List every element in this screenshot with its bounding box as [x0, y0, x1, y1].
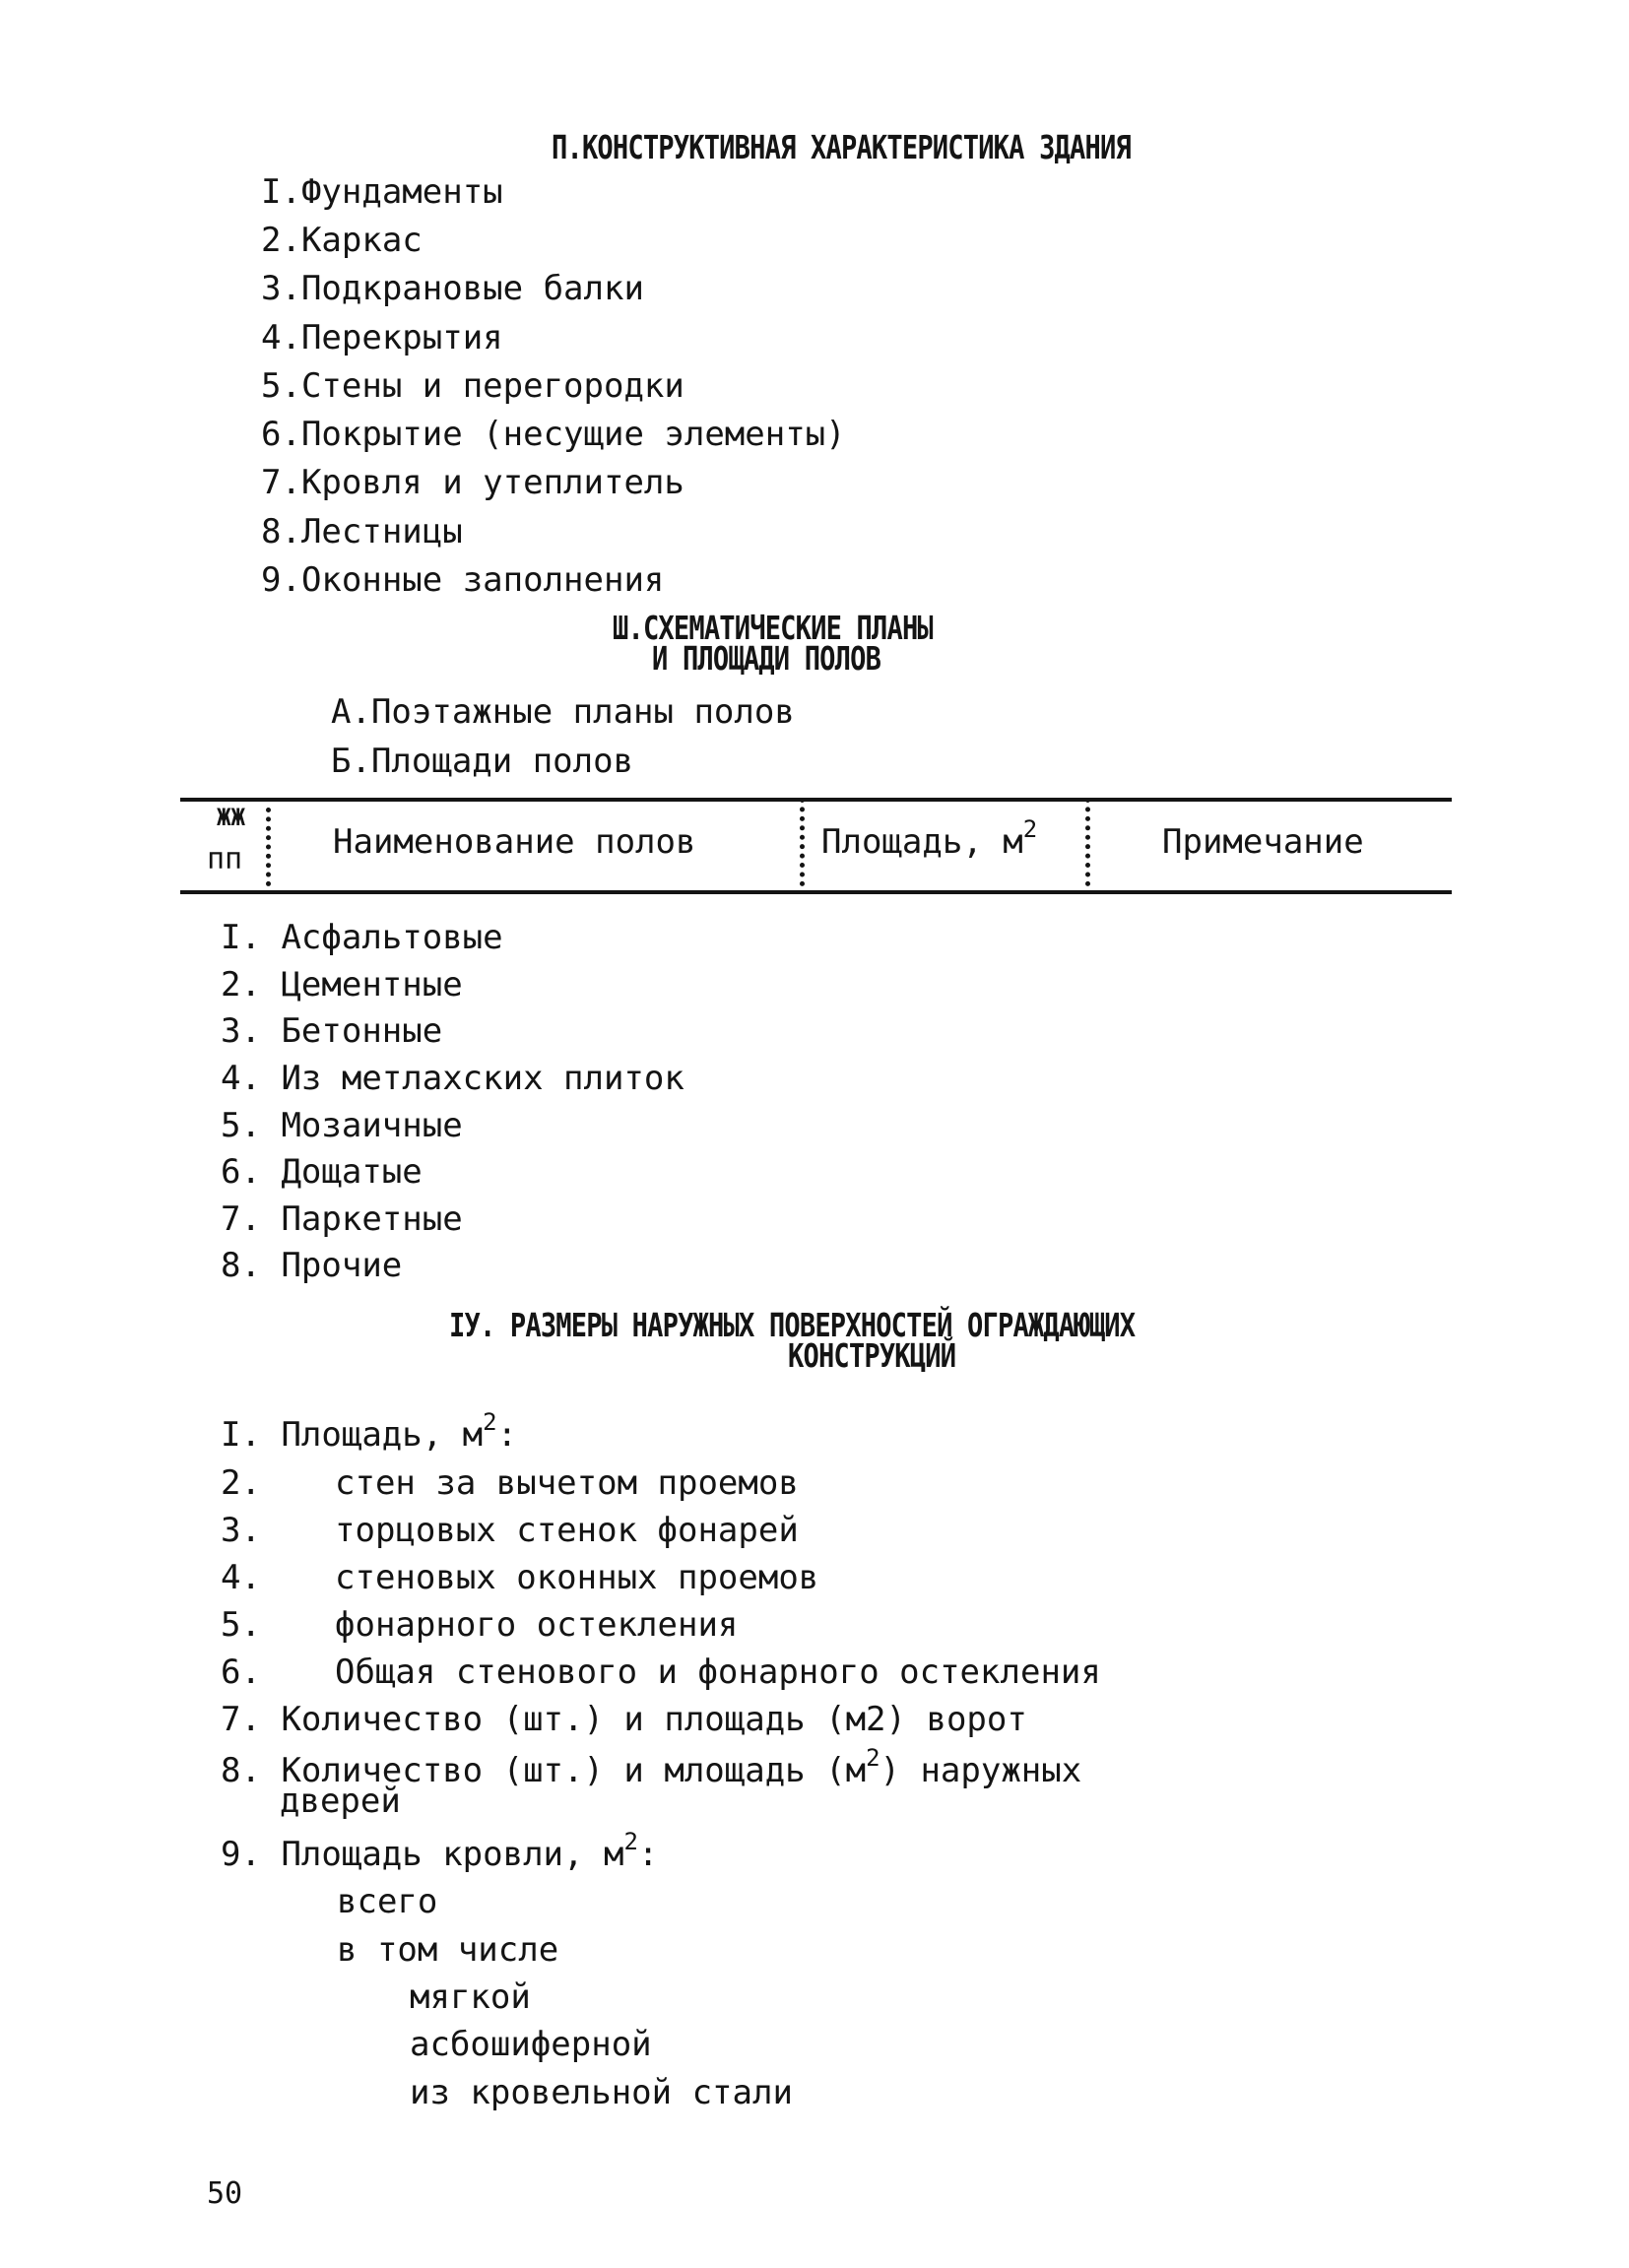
section4-item-num-2: 2. — [221, 1463, 261, 1503]
section2-item-7: 7.Кровля и утеплитель — [261, 463, 684, 502]
roof-soft: мягкой — [410, 1977, 531, 2017]
table-row: 5. Мозаичные — [221, 1106, 463, 1145]
table-row: 8. Прочие — [221, 1246, 403, 1285]
section3-title-line1: Ш.СХЕМАТИЧЕСКИЕ ПЛАНЫ — [613, 609, 933, 647]
section4-item-num-3: 3. — [221, 1511, 261, 1550]
table-header-num-line1: ЖЖ — [217, 804, 245, 831]
section4-item-7: 7. Количество (шт.) и площадь (м2) ворот — [221, 1700, 1027, 1739]
section3-sub-b: Б.Площади полов — [331, 742, 634, 781]
section4-item-3: торцовых стенок фонарей — [335, 1511, 799, 1550]
table-header-num-line2: пп — [207, 842, 243, 876]
section2-item-8: 8.Лестницы — [261, 512, 463, 551]
section4-item-num-4: 4. — [221, 1558, 261, 1597]
roof-steel: из кровельной стали — [410, 2073, 793, 2112]
table-top-rule — [180, 798, 1452, 802]
section2-item-4: 4.Перекрытия — [261, 318, 503, 357]
section2-item-3: 3.Подкрановые балки — [261, 269, 644, 308]
section4-item-1: I. Площадь, $м^2$: — [221, 1408, 518, 1455]
table-header-note: Примечание — [1162, 822, 1364, 862]
section4-item-5: фонарного остекления — [335, 1605, 739, 1645]
table-header-name: Наименование полов — [333, 822, 696, 862]
table-header-area: Площадь, $м^2$ — [821, 815, 1038, 862]
section4-item-8-line2: дверей — [280, 1782, 401, 1821]
section2-item-2: 2.Каркас — [261, 221, 423, 260]
table-col-divider-1 — [266, 808, 271, 886]
section4-item-num-6: 6. — [221, 1652, 261, 1692]
table-row: 3. Бетонные — [221, 1011, 443, 1051]
page-number: 50 — [207, 2176, 243, 2211]
section3-sub-a: А.Поэтажные планы полов — [331, 692, 795, 732]
table-col-divider-3 — [1085, 798, 1090, 886]
table-row: 2. Цементные — [221, 965, 463, 1004]
section2-title: П.КОНСТРУКТИВНАЯ ХАРАКТЕРИСТИКА ЗДАНИЯ — [552, 128, 1131, 166]
section4-item-num-5: 5. — [221, 1605, 261, 1645]
section2-item-1: I.Фундаменты — [261, 172, 503, 212]
table-row: I. Асфальтовые — [221, 918, 503, 957]
section4-title-line2: КОНСТРУКЦИЙ — [788, 1336, 956, 1375]
section4-item-8: 8. Количество (шт.) и млощадь $(м^2)$ наружных — [221, 1744, 1082, 1790]
section4-item-9: 9. Площадь кровли, $м^2$: — [221, 1828, 659, 1874]
section3-title-line2: И ПЛОЩАДИ ПОЛОВ — [652, 639, 881, 678]
section2-item-6: 6.Покрытие (несущие элементы) — [261, 415, 846, 454]
section4-item-6: Общая стенового и фонарного остекления — [335, 1652, 1101, 1692]
section4-item-2: стен за вычетом проемов — [335, 1463, 799, 1503]
section4-title-line1: IУ. РАЗМЕРЫ НАРУЖНЫХ ПОВЕРХНОСТЕЙ ОГРАЖДАЮЩИХ — [449, 1306, 1136, 1344]
roof-including: в том числе — [337, 1930, 559, 1970]
table-bottom-rule — [180, 890, 1452, 894]
roof-total: всего — [337, 1882, 438, 1921]
table-row: 6. Дощатые — [221, 1152, 423, 1192]
section2-item-9: 9.Оконные заполнения — [261, 560, 665, 600]
table-row: 7. Паркетные — [221, 1199, 463, 1239]
section4-item-4: стеновых оконных проемов — [335, 1558, 819, 1597]
section2-item-5: 5.Стены и перегородки — [261, 366, 684, 406]
table-row: 4. Из метлахских плиток — [221, 1059, 684, 1098]
table-col-divider-2 — [800, 798, 805, 886]
roof-asbestos: асбошиферной — [410, 2025, 652, 2064]
